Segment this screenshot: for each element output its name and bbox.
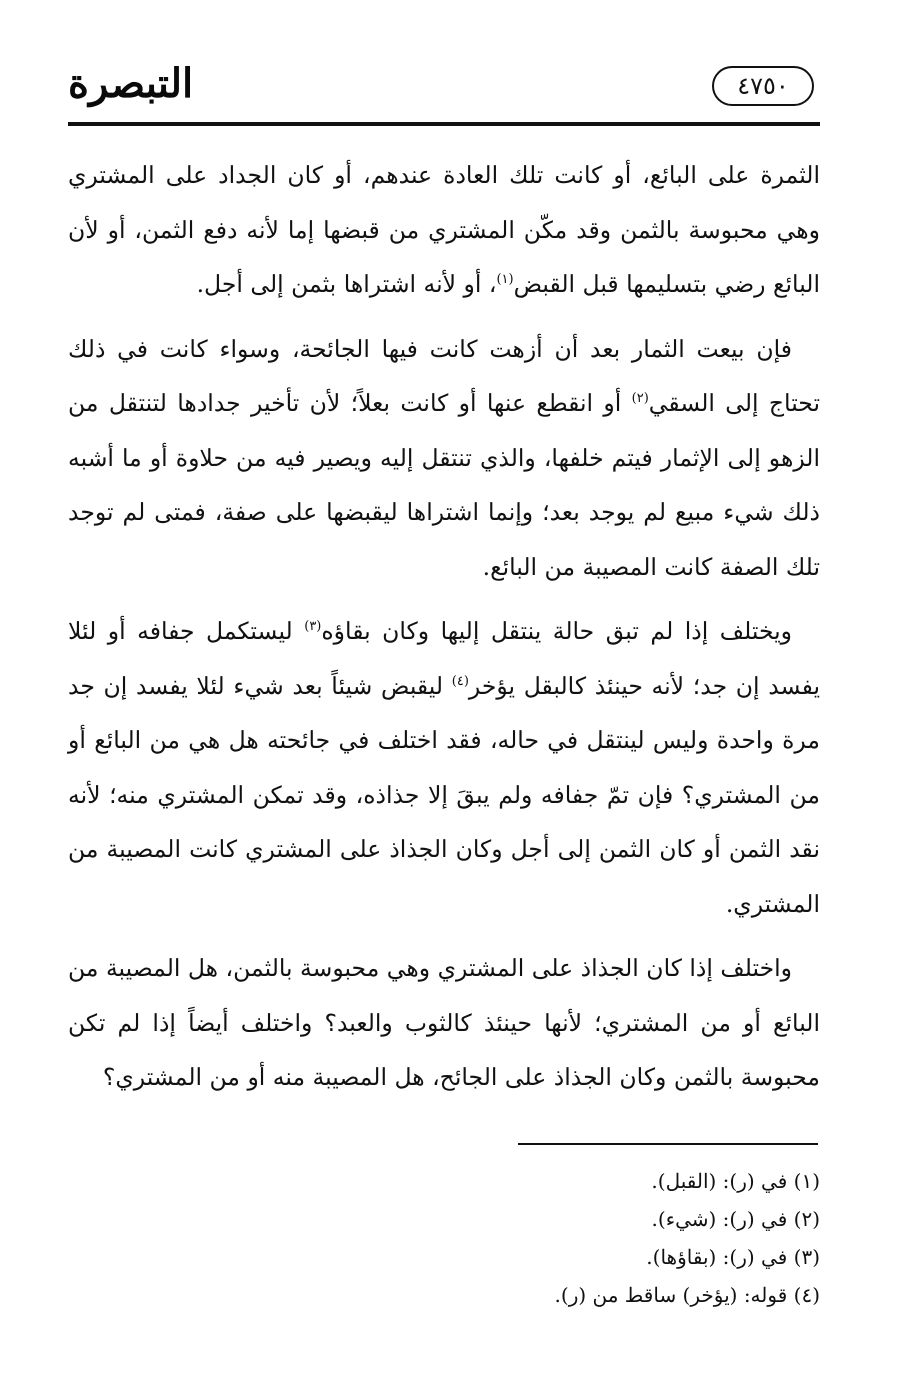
footnote-2: (٢) في (ر): (شيء).	[651, 1207, 820, 1231]
paragraph-text: واختلف إذا كان الجذاذ على المشتري وهي محبوسة بالثمن، هل المصيبة من البائع أو من المشتري؛ لأنها حينئذ كالثوب والعبد؟ واختلف أيضاً إذا لم تكن محبوسة بالثمن وكان الجذاذ على الجائح، هل المصيبة منه أو من المشتري؟	[68, 954, 820, 1091]
book-title: التبصرة	[68, 60, 194, 107]
footnote-ref: (٤)	[451, 673, 469, 689]
page-number-badge	[712, 66, 814, 106]
paragraph-text: ويختلف إذا لم تبق حالة ينتقل إليها وكان بقاؤه	[321, 617, 793, 645]
paragraph-3	[68, 604, 820, 931]
footnote-ref: (١)	[496, 272, 514, 288]
footnote-ref: (٢)	[631, 391, 649, 407]
paragraph-text: الثمرة على البائع، أو كانت تلك العادة عندهم، أو كان الجداد على المشتري وهي محبوسة بالثمن وقد مكّن المشتري من قبضها إما لأنه دفع الثمن، أو لأن البائع رضي بتسليمها قبل القبض	[68, 161, 820, 298]
footnote-separator	[518, 1143, 818, 1145]
page-number: ٤٧٥٠	[737, 72, 789, 100]
paragraph-text: ليقبض شيئاً بعد شيء لئلا يفسد إن جد مرة واحدة وليس لينتقل في حاله، فقد اختلف في جائحته هل هي من البائع أو من المشتري؟ فإن تمّ جفافه ولم يبقَ إلا جذاذه، وقد تمكن المشتري منه؛ لأنه نقد الثمن أو كان الثمن إلى أجل وكان الجذاذ على المشتري كانت المصيبة من المشتري.	[68, 671, 820, 918]
footnote-4: (٤) قوله: (يؤخر) ساقط من (ر).	[554, 1283, 820, 1307]
footnote-ref: (٣)	[304, 619, 322, 635]
paragraph-1	[68, 148, 820, 312]
footnotes	[120, 1162, 820, 1314]
paragraph-4	[68, 941, 820, 1105]
footnote-3: (٣) في (ر): (بقاؤها).	[646, 1245, 820, 1269]
main-text	[68, 148, 820, 1105]
paragraph-text: فإن بيعت الثمار بعد أن أزهت كانت فيها الجائحة، وسواء كانت في ذلك تحتاج إلى السقي	[68, 334, 820, 417]
paragraph-text: ليستكمل جفافه أو لئلا يفسد إن جد؛ لأنه حينئذ كالبقل يؤخر	[68, 617, 820, 700]
paragraph-2	[68, 322, 820, 595]
footnote-1: (١) في (ر): (القبل).	[651, 1169, 820, 1193]
paragraph-text: ، أو لأنه اشتراها بثمن إلى أجل.	[196, 270, 497, 298]
paragraph-text: أو انقطع عنها أو كانت بعلاً؛ لأن تأخير جدادها لتنتقل من الزهو إلى الإثمار فيتم خلفها، والذي تنتقل إليه ويصير فيه من حلاوة أو ما أشبه ذلك شيء مبيع لم يوجد بعد؛ وإنما اشتراها ليقبضها على صفة، فمتى لم توجد تلك الصفة كانت المصيبة من البائع.	[68, 389, 820, 581]
page-header	[68, 58, 820, 130]
header-rule	[68, 122, 820, 126]
